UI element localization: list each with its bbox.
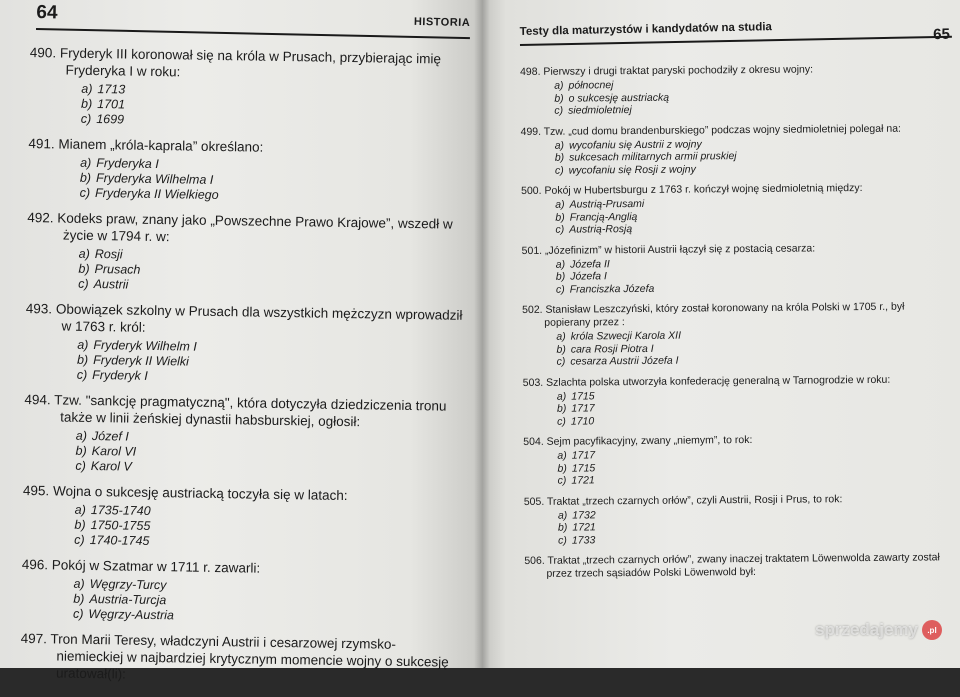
question-body: Wojna o sukcesję austriacką toczyła się w latach:	[52, 483, 348, 504]
option-label: c)	[555, 283, 565, 296]
option-text: 1713	[97, 82, 126, 97]
option-label: c)	[80, 111, 92, 126]
option-text: Rosji	[94, 247, 123, 262]
question-number: 495.	[22, 482, 50, 499]
option-text: 1717	[571, 449, 596, 462]
option-text: wycofaniu się Rosji z wojny	[568, 162, 696, 177]
option-text: 1750-1755	[90, 518, 151, 533]
option-label: a)	[75, 428, 88, 443]
option-label: c)	[556, 355, 566, 368]
answer-options	[26, 246, 467, 298]
option-text: siedmioletniej	[568, 104, 632, 117]
option-text: 1740-1745	[89, 532, 150, 548]
option-text: 1710	[570, 414, 595, 428]
left-page-header	[36, 2, 470, 39]
option-text: Fryderyka I	[96, 156, 159, 172]
option-text: 1699	[96, 112, 125, 127]
question-body: Tzw. „cud domu brandenburskiego” podczas wojny siedmioletniej polegał na:	[543, 122, 901, 138]
option-label: b)	[78, 261, 90, 276]
option-label: b)	[555, 211, 565, 224]
question-number: 493.	[25, 300, 53, 317]
question-item	[22, 482, 463, 554]
answer-options	[521, 195, 951, 236]
option-text: Austria-Turcja	[89, 592, 167, 608]
question-item	[523, 432, 953, 487]
question-number: 505.	[523, 495, 545, 508]
question-item	[21, 556, 462, 628]
question-number: 499.	[520, 125, 542, 138]
option-text: Węgrzy-Austria	[88, 606, 175, 623]
question-body: Pokój w Szatmar w 1711 r. zawarli:	[51, 557, 261, 576]
question-item	[522, 300, 953, 368]
right-page-number: 65	[933, 25, 951, 44]
question-body: Tzw. "sankcję pragmatyczną", która dotyczyła dziedziczenia tronu także w linii żeńskiej dynastii habsburskiej, ogłosił:	[54, 392, 447, 430]
option-text: Karol VI	[91, 444, 137, 459]
option-text: 1735-1740	[90, 503, 151, 518]
option-label: c)	[554, 164, 564, 177]
question-item	[29, 44, 470, 133]
option-label: c)	[558, 534, 567, 547]
option-label: a)	[554, 139, 565, 152]
option-label: c)	[75, 458, 86, 473]
answer-options	[521, 136, 951, 177]
answer-options	[23, 428, 464, 480]
option-label: b)	[557, 462, 567, 475]
question-item	[524, 551, 954, 581]
option-text: północnej	[568, 79, 614, 92]
right-page	[482, 0, 960, 668]
question-item	[25, 300, 466, 389]
option-text: Franciszka Józefa	[569, 282, 655, 296]
answer-options	[524, 506, 954, 547]
option-label: b)	[80, 96, 93, 111]
question-number: 496.	[21, 556, 49, 573]
question-text	[20, 630, 461, 688]
question-item	[524, 492, 954, 547]
left-page-number: 64	[36, 2, 58, 24]
question-body: Pierwszy i drugi traktat paryski pochodziły z okresu wojny:	[543, 63, 814, 78]
option-label: a)	[80, 155, 92, 170]
option-label: a)	[554, 79, 564, 92]
watermark-badge: .pl	[922, 620, 942, 640]
answer-option	[521, 220, 951, 236]
option-text: Prusach	[94, 262, 141, 277]
question-item	[523, 373, 953, 428]
answer-option	[520, 101, 950, 117]
option-text: 1717	[571, 402, 595, 415]
answer-options	[25, 337, 466, 389]
option-text: sukcesach militarnych armii pruskiej	[569, 150, 737, 164]
option-text: 1715	[571, 389, 595, 403]
question-item	[26, 209, 467, 298]
answer-options	[522, 255, 952, 296]
question-number: 491.	[28, 135, 55, 152]
option-label: b)	[554, 151, 565, 164]
answer-option	[521, 161, 951, 177]
option-text: 1715	[571, 461, 596, 475]
option-text: 1732	[572, 508, 596, 522]
option-label: b)	[554, 92, 564, 105]
answer-options	[523, 387, 953, 428]
option-label: b)	[556, 343, 566, 356]
option-text: Karol V	[90, 459, 132, 474]
option-label: a)	[556, 330, 566, 343]
question-number: 501.	[521, 244, 543, 257]
option-label: c)	[78, 276, 89, 291]
question-body: Obowiązek szkolny w Prusach dla wszystkich mężczyzn wprowadził w 1763 r. król:	[55, 301, 463, 335]
answer-options	[22, 502, 463, 554]
option-label: b)	[557, 521, 568, 534]
option-text: Austrii	[93, 277, 129, 292]
question-body: Tron Marii Teresy, władczyni Austrii i cesarzowej rzymsko-niemieckiej w najbardziej krytycznym momencie wojny o sukcesję uratował(li):	[50, 631, 449, 682]
option-text: króla Szwecji Karola XII	[570, 329, 682, 343]
question-text	[24, 391, 464, 432]
answer-option	[524, 471, 954, 487]
answer-option	[524, 531, 954, 547]
question-body: Stanisław Leszczyński, który został koronowany na króla Polski w 1705 r., był popierany przez :	[544, 300, 905, 329]
option-label: a)	[557, 449, 567, 462]
option-label: c)	[557, 415, 566, 428]
option-label: c)	[557, 474, 567, 487]
option-text: cesarza Austrii Józefa I	[570, 354, 679, 368]
answer-options	[21, 576, 462, 628]
option-text: 1721	[572, 521, 596, 534]
question-number: 490.	[29, 44, 57, 61]
option-label: b)	[555, 270, 566, 283]
question-text	[25, 300, 465, 341]
question-number: 502.	[522, 303, 543, 316]
option-text: Fryderyk II Wielki	[93, 353, 190, 369]
question-number: 504.	[523, 435, 544, 448]
question-number: 494.	[24, 391, 51, 408]
option-label: b)	[75, 443, 87, 458]
option-label: b)	[556, 402, 567, 415]
option-text: Francją-Anglią	[569, 210, 638, 224]
answer-options	[520, 76, 950, 117]
option-label: a)	[555, 198, 565, 211]
question-item	[522, 241, 952, 296]
question-body: „Józefinizm” w historii Austrii łączył się z postacią cesarza:	[544, 241, 816, 257]
option-label: c)	[74, 532, 85, 547]
question-item	[28, 135, 469, 207]
question-number: 506.	[524, 554, 545, 567]
option-label: b)	[74, 517, 86, 532]
option-text: Józefa I	[570, 270, 608, 283]
question-body: Pokój w Hubertsburgu z 1763 r. kończył wojnę siedmioletnią między:	[544, 182, 863, 197]
question-body: Sejm pacyfikacyjny, zwany „niemym”, to rok:	[546, 433, 753, 448]
question-body: Fryderyk III koronował się na króla w Prusach, przybierając imię Fryderyka I w roku:	[59, 45, 442, 80]
option-label: c)	[554, 104, 564, 117]
option-label: b)	[79, 170, 92, 185]
question-number: 497.	[20, 630, 48, 647]
option-label: c)	[79, 185, 91, 200]
answer-options	[29, 81, 470, 133]
question-item	[520, 62, 950, 117]
option-text: Józefa II	[570, 257, 610, 271]
option-text: Fryderyk I	[92, 368, 148, 383]
question-number: 492.	[27, 209, 54, 226]
question-item	[23, 391, 464, 480]
option-text: Austrią-Prusami	[569, 197, 645, 211]
question-body: Mianem „króla-kaprala” określano:	[58, 136, 264, 155]
answer-options	[522, 327, 952, 368]
question-text	[524, 551, 954, 581]
option-text: Austrią-Rosją	[569, 223, 633, 236]
option-text: Józef I	[91, 429, 129, 444]
book-gutter-shadow	[474, 0, 490, 668]
right-question-list	[520, 62, 955, 589]
right-section-title: Testy dla maturzystów i kandydatów na studia	[519, 21, 773, 39]
option-text: Fryderyka II Wielkiego	[94, 186, 219, 202]
question-body: Kodeks praw, znany jako „Powszechne Prawo Krajowe”, wszedł w życie w 1794 r. w:	[57, 210, 453, 245]
question-text	[27, 209, 467, 250]
option-text: o sukcesję austriacką	[568, 91, 670, 105]
question-text	[29, 44, 469, 85]
option-label: a)	[557, 509, 568, 522]
option-label: b)	[73, 591, 85, 606]
left-question-list	[20, 44, 470, 697]
left-section-title: HISTORIA	[413, 15, 471, 30]
option-text: Fryderyka Wilhelma I	[95, 171, 214, 187]
question-number: 503.	[522, 376, 544, 389]
right-page-header	[520, 18, 952, 46]
option-label: a)	[555, 258, 566, 271]
question-body: Szlachta polska utworzyła konfederację generalną w Tarnogrodzie w roku:	[546, 373, 891, 389]
option-text: 1721	[571, 474, 595, 487]
question-body: Traktat „trzech czarnych orłów”, czyli Austrii, Rosji i Prus, to rok:	[546, 492, 843, 508]
option-label: c)	[72, 606, 84, 621]
answer-option	[522, 280, 952, 296]
answer-options	[28, 155, 469, 207]
option-text: 1733	[571, 533, 596, 547]
question-item	[521, 181, 951, 236]
question-body: Traktat „trzech czarnych orłów”, zwany inaczej traktatem Löwenwolda zawarty został przez trzech sąsiadów Polski Löwenwold był:	[546, 551, 940, 580]
option-label: b)	[76, 352, 89, 367]
option-label: a)	[81, 81, 93, 96]
watermark-text: sprzedajemy	[815, 620, 918, 639]
answer-option	[523, 412, 953, 428]
option-text: cara Rosji Piotra I	[570, 342, 654, 356]
option-text: Fryderyk Wilhelm I	[93, 338, 197, 354]
option-text: 1701	[97, 97, 126, 112]
option-text: Węgrzy-Turcy	[89, 577, 167, 593]
option-label: c)	[76, 367, 88, 382]
answer-options	[523, 446, 953, 487]
question-number: 500.	[521, 184, 542, 197]
question-number: 498.	[520, 65, 541, 78]
question-item	[521, 122, 951, 177]
option-label: c)	[555, 223, 565, 236]
option-text: wycofaniu się Austrii z wojny	[568, 137, 702, 152]
left-page	[0, 0, 482, 682]
option-label: a)	[74, 502, 86, 517]
watermark	[815, 620, 942, 640]
option-label: a)	[73, 576, 85, 591]
question-text	[522, 300, 952, 330]
option-label: a)	[78, 246, 90, 261]
question-item	[20, 630, 461, 688]
option-label: a)	[556, 390, 567, 403]
option-label: a)	[77, 337, 89, 352]
answer-option	[523, 352, 953, 368]
